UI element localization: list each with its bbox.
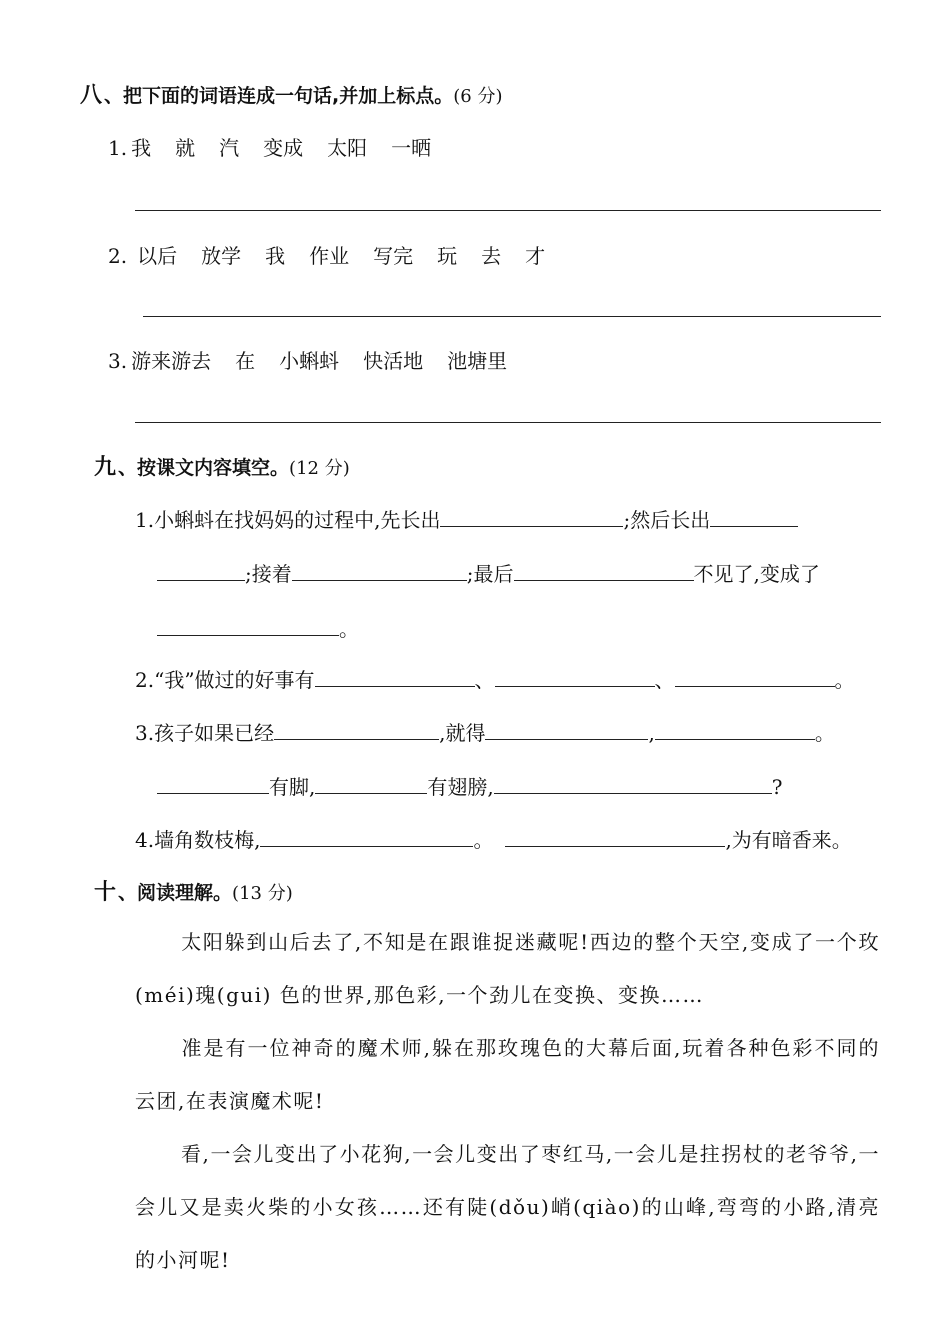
answer-line[interactable] [135, 210, 881, 211]
fill-blank[interactable] [157, 771, 269, 794]
fill-blank[interactable] [315, 771, 427, 794]
s9-q4: 4.墙角数枝梅, 。 ,为有暗香来。 [135, 824, 852, 853]
s9-q1-line3: 。 [157, 613, 359, 642]
s9-q1-line1: 1.小蝌蚪在找妈妈的过程中,先长出 ;然后长出 [135, 504, 798, 533]
passage-paragraph: 准是有一位神奇的魔术师,躲在那玫瑰色的大幕后面,玩着各种色彩不同的云团,在表演魔术呢! [135, 1036, 880, 1113]
section-score: (13 分) [232, 883, 293, 904]
fill-blank[interactable] [495, 664, 655, 687]
section-score: (12 分) [289, 458, 350, 479]
fill-blank[interactable] [315, 664, 475, 687]
s9-q2: 2.“我”做过的好事有 、 、 。 [135, 664, 855, 693]
section-9-heading: 九 、按课文内容填空。(12 分) [94, 455, 350, 480]
fill-blank[interactable] [505, 824, 725, 847]
s9-q3-line1: 3.孩子如果已经 ,就得 , 。 [135, 717, 835, 746]
section-score: (6 分) [453, 86, 503, 107]
passage-paragraph: 太阳躲到山后去了,不知是在跟谁捉迷藏呢!西边的整个天空,变成了一个玫(méi)瑰(gui) 色的世界,那色彩,一个劲儿在变换、变换…… [135, 930, 880, 1007]
reading-passage [135, 916, 880, 1287]
s8-item-2: 2. 以后 放学 我 作业 写完 玩 去 才 [108, 244, 546, 268]
fill-blank[interactable] [675, 664, 835, 687]
fill-blank[interactable] [274, 717, 439, 740]
section-number: 十 [94, 880, 117, 905]
fill-blank[interactable] [485, 717, 648, 740]
passage-paragraph: 看,一会儿变出了小花狗,一会儿变出了枣红马,一会儿是拄拐杖的老爷爷,一会儿又是卖火柴的小女孩……还有陡(dǒu)峭(qiào)的山峰,弯弯的小路,清亮的小河呢! [135, 1142, 880, 1272]
fill-blank[interactable] [440, 504, 623, 527]
section-title: 阅读理解。 [137, 882, 233, 904]
fill-blank[interactable] [260, 824, 473, 847]
s9-q3-line2: 有脚, 有翅膀, ? [157, 771, 782, 800]
section-8-heading: 八 、把下面的词语连成一句话,并加上标点。(6 分) [80, 83, 503, 108]
section-title: 按课文内容填空。 [137, 457, 290, 479]
s8-item-3: 3. 游来游去 在 小蝌蚪 快活地 池塘里 [108, 349, 508, 373]
section-number: 八 [80, 83, 103, 108]
s8-item-1: 1. 我 就 汽 变成 太阳 一晒 [108, 136, 432, 160]
s9-q1-line2: ;接着 ;最后 不见了,变成了 [157, 558, 820, 587]
fill-blank[interactable] [494, 771, 772, 794]
fill-blank[interactable] [292, 558, 467, 581]
fill-blank[interactable] [157, 613, 339, 636]
fill-blank[interactable] [655, 717, 815, 740]
fill-blank[interactable] [514, 558, 694, 581]
section-10-heading: 十 、阅读理解。(13 分) [94, 880, 293, 905]
answer-line[interactable] [135, 422, 881, 423]
answer-line[interactable] [143, 316, 881, 317]
section-number: 九 [94, 455, 117, 480]
fill-blank[interactable] [710, 504, 798, 527]
fill-blank[interactable] [157, 558, 245, 581]
section-title: 把下面的词语连成一句话,并加上标点。 [123, 85, 454, 107]
